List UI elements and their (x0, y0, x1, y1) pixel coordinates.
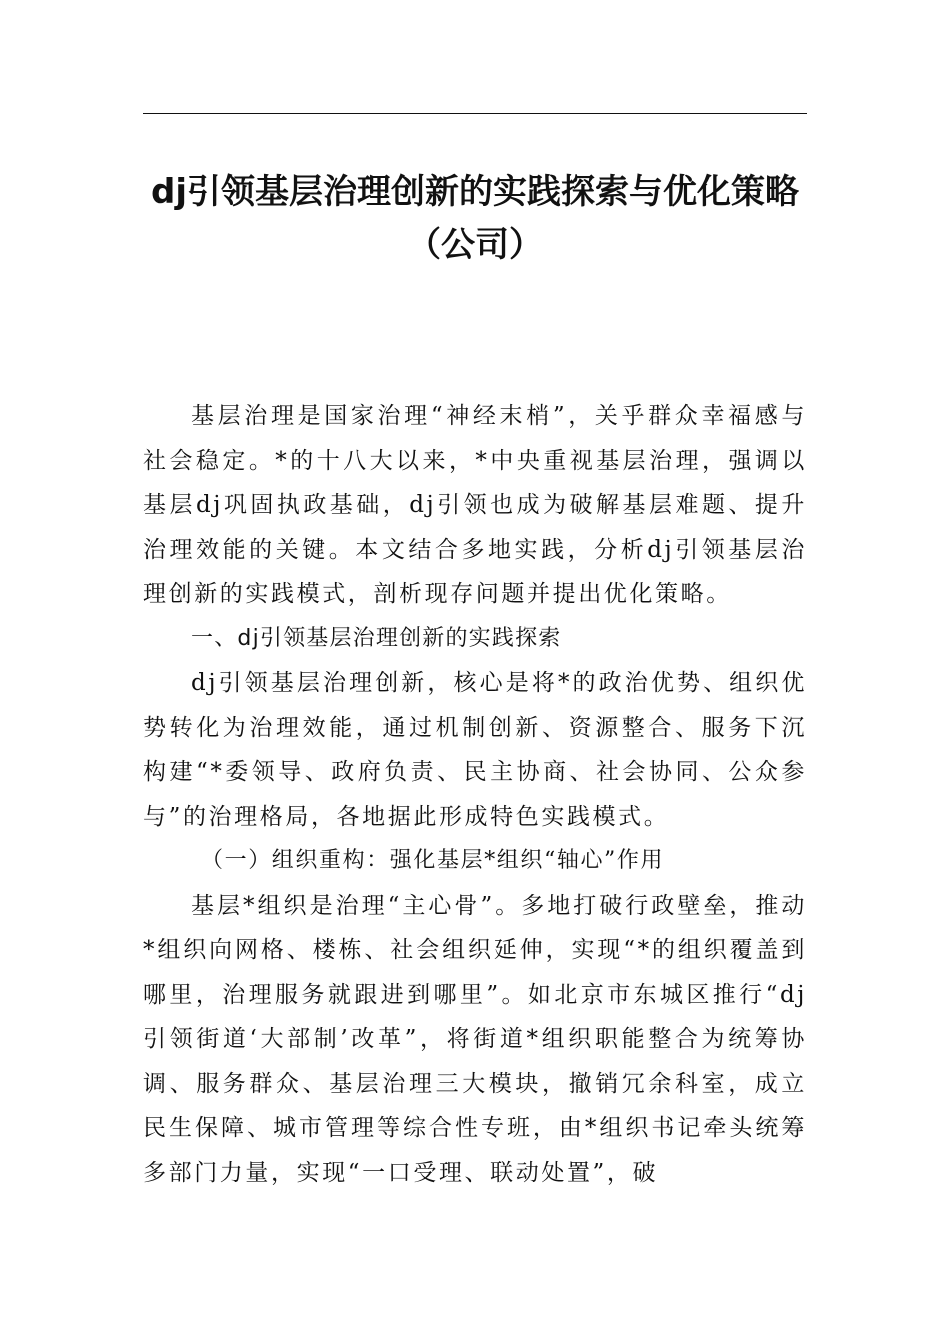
intro-paragraph: 基层治理是国家治理“神经末梢”，关乎群众幸福感与社会稳定。*的十八大以来，*中央重视基层治理，强调以基层dj巩固执政基础，dj引领也成为破解基层难题、提升治理效能的关键。本文结合多地实践，分析dj引领基层治理创新的实践模式，剖析现存问题并提出优化策略。 (143, 403, 807, 607)
subsection-1-paragraph: 基层*组织是治理“主心骨”。多地打破行政壁垒，推动*组织向网格、楼栋、社会组织延伸，实现“*的组织覆盖到哪里，治理服务就跟进到哪里”。如北京市东城区推行“dj引领街道‘大部制’改革”，将街道*组织职能整合为统筹协调、服务群众、基层治理三大模块，撤销冗余科室，成立民生保障、城市管理等综合性专班，由*组织书记牵头统筹多部门力量，实现“一口受理、联动处置”，破 (143, 892, 807, 1186)
section-heading-1: 一、dj引领基层治理创新的实践探索 (191, 625, 562, 651)
header-rule (143, 113, 807, 114)
subsection-heading-1: （一）组织重构：强化基层*组织“轴心”作用 (201, 848, 665, 873)
section-1-paragraph: dj引领基层治理创新，核心是将*的政治优势、组织优势转化为治理效能，通过机制创新、资源整合、服务下沉构建“*委领导、政府负责、民主协商、社会协同、公众参与”的治理格局，各地据此形成特色实践模式。 (143, 670, 807, 830)
document-title: dj引领基层治理创新的实践探索与优化策略（公司） (151, 172, 799, 265)
document-body (143, 394, 807, 1195)
